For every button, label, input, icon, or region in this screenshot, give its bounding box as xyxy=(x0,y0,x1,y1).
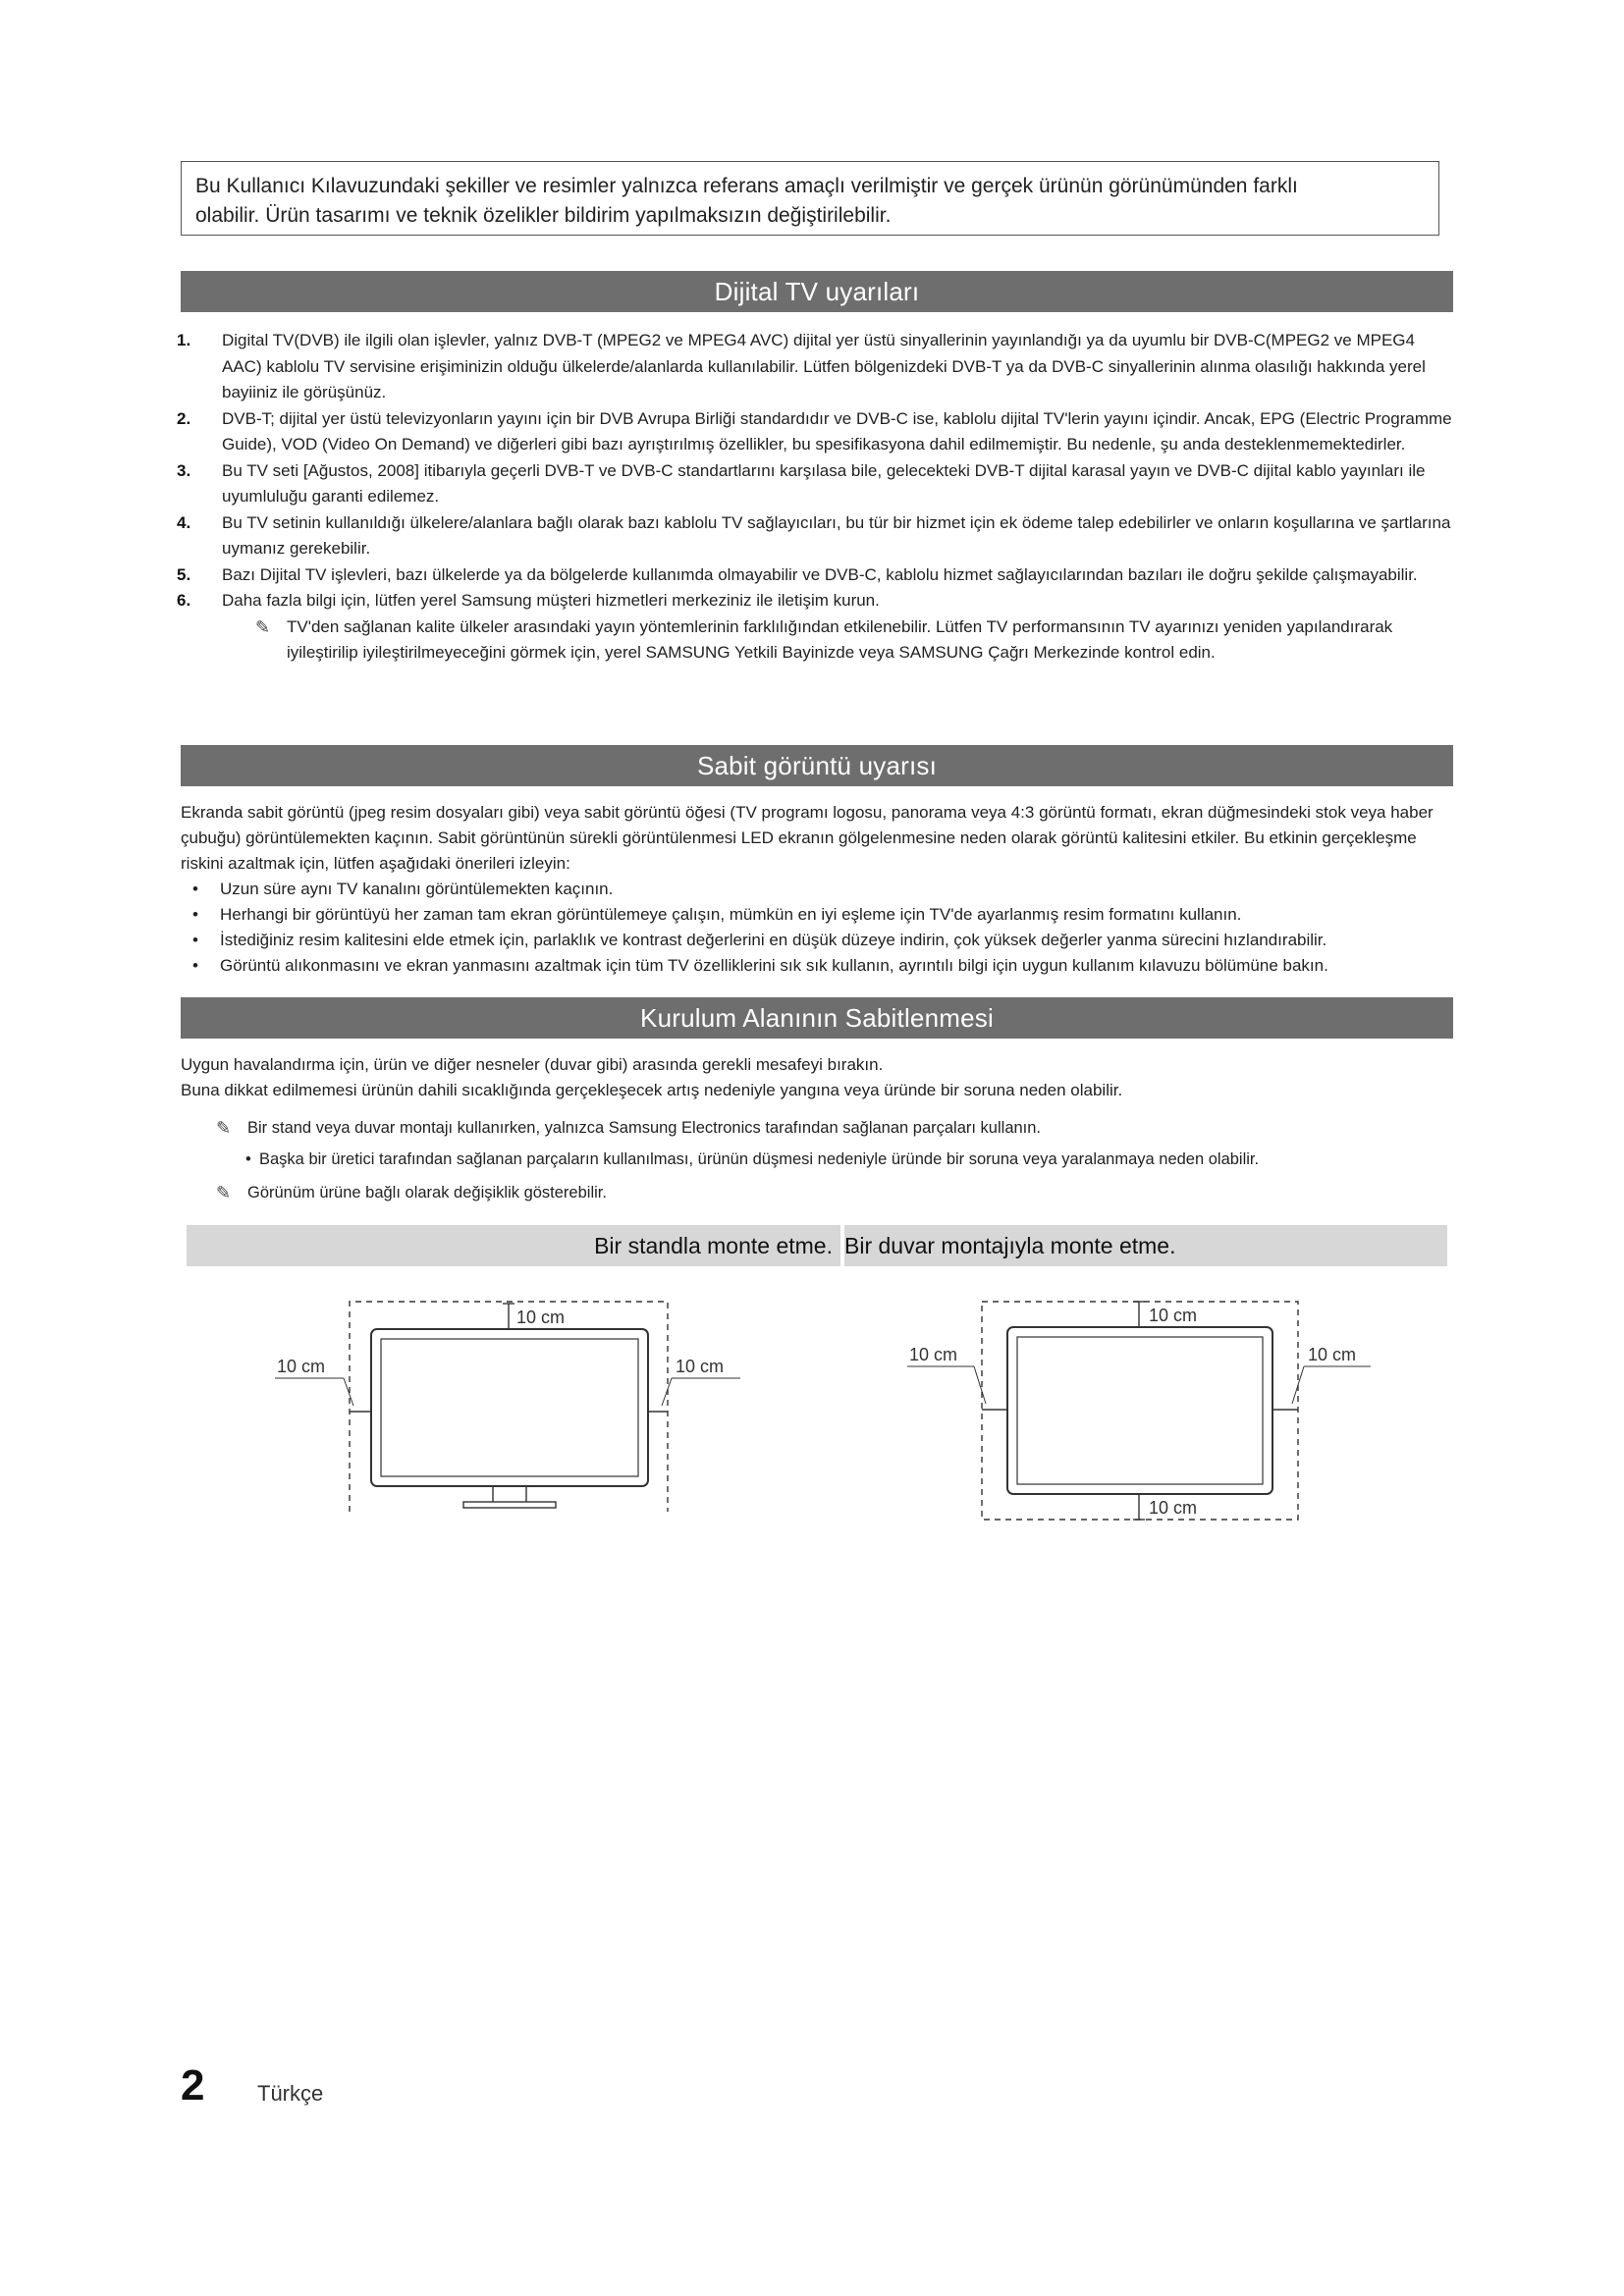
stand-mount-label: Bir standla monte etme. xyxy=(594,1233,833,1258)
list-item xyxy=(177,562,1453,589)
note-icon: ✎ xyxy=(255,616,271,637)
list-item xyxy=(181,928,1451,953)
item-number: 5. xyxy=(177,564,191,584)
dim-label-right: 10 cm xyxy=(676,1357,725,1376)
note xyxy=(177,614,1453,667)
bullet-list xyxy=(181,877,1451,979)
item-text: Bazı Dijital TV işlevleri, bazı ülkelerde ya da bölgelerde kullanımda olmayabilir ve DVB-C, kablolu hizmet sağlayıcılarından bazıları ile doğru şekilde çalışmayabilir. xyxy=(222,564,1418,584)
list-item xyxy=(177,328,1453,406)
dim-label-right: 10 cm xyxy=(1308,1345,1357,1364)
item-text: DVB-T; dijital yer üstü televizyonların yayını için bir DVB Avrupa Birliği standardıdır ve DVB-C ise, kablolu dijital TV'lerin yayını içindir. Ancak, EPG (Electric Programme Guide), VOD (Video On Demand) ve diğerleri gibi bazı ayrıştırılmış özellikler, bu spesifikasyona dahil edilmemiştir. Bu nedenle, şu anda desteklenmemektedirler. xyxy=(222,408,1452,454)
note xyxy=(216,1180,1443,1205)
stand-mount-diagram xyxy=(265,1296,725,1522)
intro-paragraph: Ekranda sabit görüntü (jpeg resim dosyaları gibi) veya sabit görüntü öğesi (TV programı logosu, panorama veya 4:3 görüntü formatı, ekran düğmesindeki stok veya haber çubuğu) görüntülemekten kaçının. Sabit görüntünün sürekli görüntülenmesi LED ekranın gölgelenmesine neden olarak görüntü kalitesini etkiler. Bu etkinin gerçekleşme riskini azaltmak için, lütfen aşağıdaki önerileri izleyin: xyxy=(181,803,1434,873)
item-number: 3. xyxy=(177,460,191,480)
dim-label-top: 10 cm xyxy=(1149,1306,1198,1325)
list-item xyxy=(177,458,1453,510)
note xyxy=(216,1115,1443,1141)
section-title: Kurulum Alanının Sabitlenmesi xyxy=(640,1003,994,1033)
left-leader-d xyxy=(974,1366,986,1404)
digital-tv-list xyxy=(177,328,1453,667)
notice-line-2: olabilir. Ürün tasarımı ve teknik özelikler bildirim yapılmaksızın değiştirilebilir. xyxy=(195,204,892,227)
note-text: TV'den sağlanan kalite ülkeler arasındaki yayın yöntemlerinin farklılığından etkilenebilir. Lütfen TV performansının TV ayarınızı yeniden yapılandırarak iyileştirilip iyileştirilmeyeceğini görmek için, yerel SAMSUNG Yetkili Bayinizde veya SAMSUNG Çağrı Merkezinde kontrol edin. xyxy=(287,616,1393,662)
installation-notes xyxy=(216,1115,1443,1205)
item-text: Digital TV(DVB) ile ilgili olan işlevler, yalnız DVB-T (MPEG2 ve MPEG4 AVC) dijital yer üstü sinyallerinin yayınlandığı ya da uyumlu bir DVB-C(MPEG2 ve MPEG4 AAC) kablolu TV servisine erişiminizin olduğu ülkelerde/alanlarda kullanılabilir. Lütfen bölgenizdeki DVB-T ya da DVB-C sinyallerinin alınma olasılığı hakkında yerel bayiiniz ile görüşünüz. xyxy=(222,331,1426,401)
right-leader-d xyxy=(662,1378,672,1406)
tv-screen xyxy=(1017,1337,1263,1484)
dim-label-left: 10 cm xyxy=(909,1345,958,1364)
bullet-icon: • xyxy=(192,880,198,898)
item-text: Bu TV seti [Ağustos, 2008] itibarıyla geçerli DVB-T ve DVB-C standartlarını karşılasa bile, gelecekteki DVB-T dijital karasal yayın ve DVB-C dijital kablo yayınları ile uyumluluğu garanti edilemez. xyxy=(222,460,1426,506)
list-item xyxy=(181,953,1451,979)
stand-base xyxy=(463,1502,556,1508)
section-header-digital-tv xyxy=(181,271,1453,312)
list-item xyxy=(177,588,1453,614)
item-number: 4. xyxy=(177,512,191,532)
wall-mount-label: Bir duvar montajıyla monte etme. xyxy=(844,1233,1176,1258)
installation-line-2: Buna dikkat edilmemesi ürünün dahili sıcaklığında gerçekleşecek artış nedeniyle yangına veya üründe bir soruna neden olabilir. xyxy=(181,1081,1123,1099)
list-item xyxy=(181,902,1451,928)
bullet-icon: • xyxy=(192,956,198,975)
section-title: Dijital TV uyarıları xyxy=(714,277,920,306)
list-item xyxy=(177,510,1453,562)
note-text: Görünüm ürüne bağlı olarak değişiklik gösterebilir. xyxy=(247,1184,607,1201)
note-icon: ✎ xyxy=(216,1118,232,1138)
clearance-outline xyxy=(350,1302,668,1512)
dim-label-top: 10 cm xyxy=(516,1308,566,1327)
wall-mount-header xyxy=(844,1225,1447,1266)
dim-label-bottom: 10 cm xyxy=(1149,1498,1198,1518)
page-language: Türkçe xyxy=(257,2081,324,2106)
wall-mount-diagram xyxy=(903,1294,1375,1529)
note-sub-text: Başka bir üretici tarafından sağlanan parçaların kullanılması, ürünün düşmesi nedeniyle üründe bir soruna veya yaralanmaya neden olabilir. xyxy=(259,1150,1260,1168)
item-number: 6. xyxy=(177,591,191,610)
dim-label-left: 10 cm xyxy=(277,1357,326,1376)
item-text: Bu TV setinin kullanıldığı ülkelere/alanlara bağlı olarak bazı kablolu TV sağlayıcıları, bu tür bir hizmet için ek ödeme talep edebilirler ve onların koşullarına ve şartlarına uymanız gerekebilir. xyxy=(222,512,1451,558)
installation-text xyxy=(181,1052,1447,1103)
tv-body xyxy=(371,1329,648,1486)
bullet-text: Uzun süre aynı TV kanalını görüntülemekten kaçının. xyxy=(220,880,614,898)
item-number: 1. xyxy=(177,331,191,349)
bullet-icon: • xyxy=(192,931,198,949)
section-header-installation xyxy=(181,997,1453,1039)
installation-line-1: Uygun havalandırma için, ürün ve diğer nesneler (duvar gibi) arasında gerekli mesafeyi bırakın. xyxy=(181,1055,884,1074)
notice-box xyxy=(181,161,1439,236)
list-item xyxy=(177,406,1453,458)
note-icon: ✎ xyxy=(216,1183,232,1202)
left-leader-d xyxy=(344,1378,353,1406)
bullet-text: İstediğiniz resim kalitesini elde etmek için, parlaklık ve kontrast değerlerini en düşük düzeye indirin, çok yüksek değerler yanma sürecini hızlandırabilir. xyxy=(220,931,1327,949)
stand-mount-header xyxy=(187,1225,840,1266)
section-title: Sabit görüntü uyarısı xyxy=(696,751,938,780)
bullet-icon: • xyxy=(192,905,198,924)
item-number: 2. xyxy=(177,408,191,428)
clearance-outline xyxy=(982,1302,1298,1520)
item-text: Daha fazla bilgi için, lütfen yerel Samsung müşteri hizmetleri merkeziniz ile iletişim kurun. xyxy=(222,591,880,610)
notice-line-1: Bu Kullanıcı Kılavuzundaki şekiller ve resimler yalnızca referans amaçlı verilmiştir ve gerçek ürünün görünümünden farklı xyxy=(195,175,1298,197)
note-sub xyxy=(216,1147,1443,1172)
still-image-section xyxy=(181,800,1451,979)
note-text: Bir stand veya duvar montajı kullanırken, yalnızca Samsung Electronics tarafından sağlanan parçaları kullanın. xyxy=(247,1119,1042,1137)
page-number: 2 xyxy=(181,2061,205,2109)
section-header-still-image xyxy=(181,745,1453,786)
tv-screen xyxy=(381,1339,638,1476)
bullet-text: Herhangi bir görüntüyü her zaman tam ekran görüntülemeye çalışın, mümkün en iyi eşleme için TV'de ayarlanmış resim formatını kullanın. xyxy=(220,905,1242,924)
tv-body xyxy=(1007,1327,1272,1494)
bullet-icon: • xyxy=(245,1150,251,1168)
list-item xyxy=(181,877,1451,902)
bullet-text: Görüntü alıkonmasını ve ekran yanmasını azaltmak için tüm TV özelliklerini sık sık kullanın, ayrıntılı bilgi için uygun kullanım kılavuzu bölümüne bakın. xyxy=(220,956,1328,975)
